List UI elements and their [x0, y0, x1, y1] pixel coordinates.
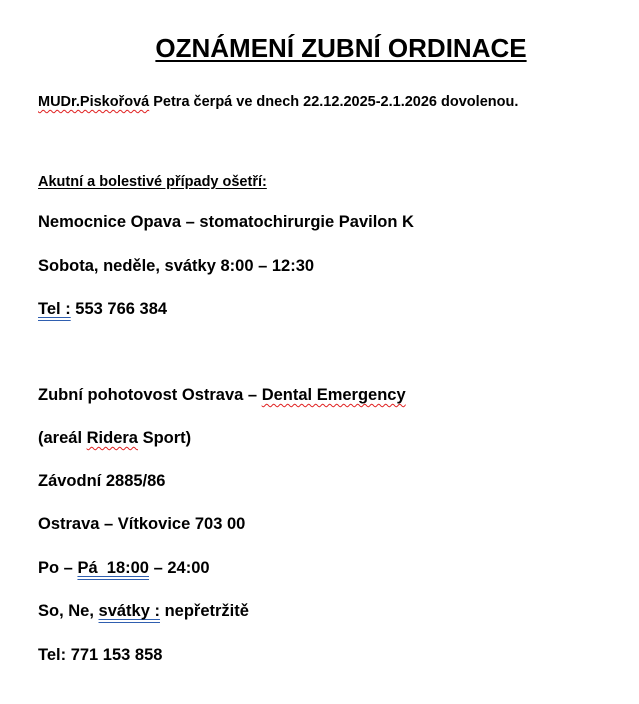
area-name: Ridera	[86, 429, 138, 447]
phone-label: Tel :	[38, 300, 71, 318]
area-suffix: Sport)	[137, 429, 192, 447]
weekend-prefix: So, Ne,	[38, 602, 99, 620]
phone-number: 553 766 384	[70, 300, 168, 318]
weekday-prefix: Po –	[38, 559, 78, 577]
opava-hours: Sobota, neděle, svátky 8:00 – 12:30	[38, 257, 315, 275]
weekend-label: svátky :	[98, 602, 160, 620]
opava-hospital: Nemocnice Opava – stomatochirurgie Pavilon K	[38, 213, 414, 231]
opava-phone	[38, 299, 167, 319]
ostrava-area	[38, 428, 191, 448]
vacation-text: Petra čerpá ve dnech 22.12.2025-2.1.2026 dovolenou.	[149, 94, 519, 110]
ostrava-weekend-hours	[38, 601, 249, 621]
emergency-brand: Dental Emergency	[261, 386, 406, 404]
acute-cases-heading: Akutní a bolestivé případy ošetří:	[38, 174, 267, 190]
doctor-name: MUDr.Piskořová	[38, 94, 150, 110]
ostrava-phone: Tel: 771 153 858	[38, 646, 163, 664]
area-prefix: (areál	[38, 429, 87, 447]
vacation-notice	[38, 92, 518, 112]
weekday-suffix: – 24:00	[149, 559, 210, 577]
ostrava-city: Ostrava – Vítkovice 703 00	[38, 515, 246, 533]
ostrava-street: Závodní 2885/86	[38, 472, 166, 490]
weekend-suffix: nepřetržitě	[159, 602, 249, 620]
page-title: OZNÁMENÍ ZUBNÍ ORDINACE	[155, 33, 527, 63]
ostrava-emergency-name	[38, 385, 406, 405]
weekday-range: Pá 18:00	[77, 559, 149, 577]
ostrava-weekday-hours	[38, 558, 210, 578]
emergency-prefix: Zubní pohotovost Ostrava –	[38, 386, 262, 404]
